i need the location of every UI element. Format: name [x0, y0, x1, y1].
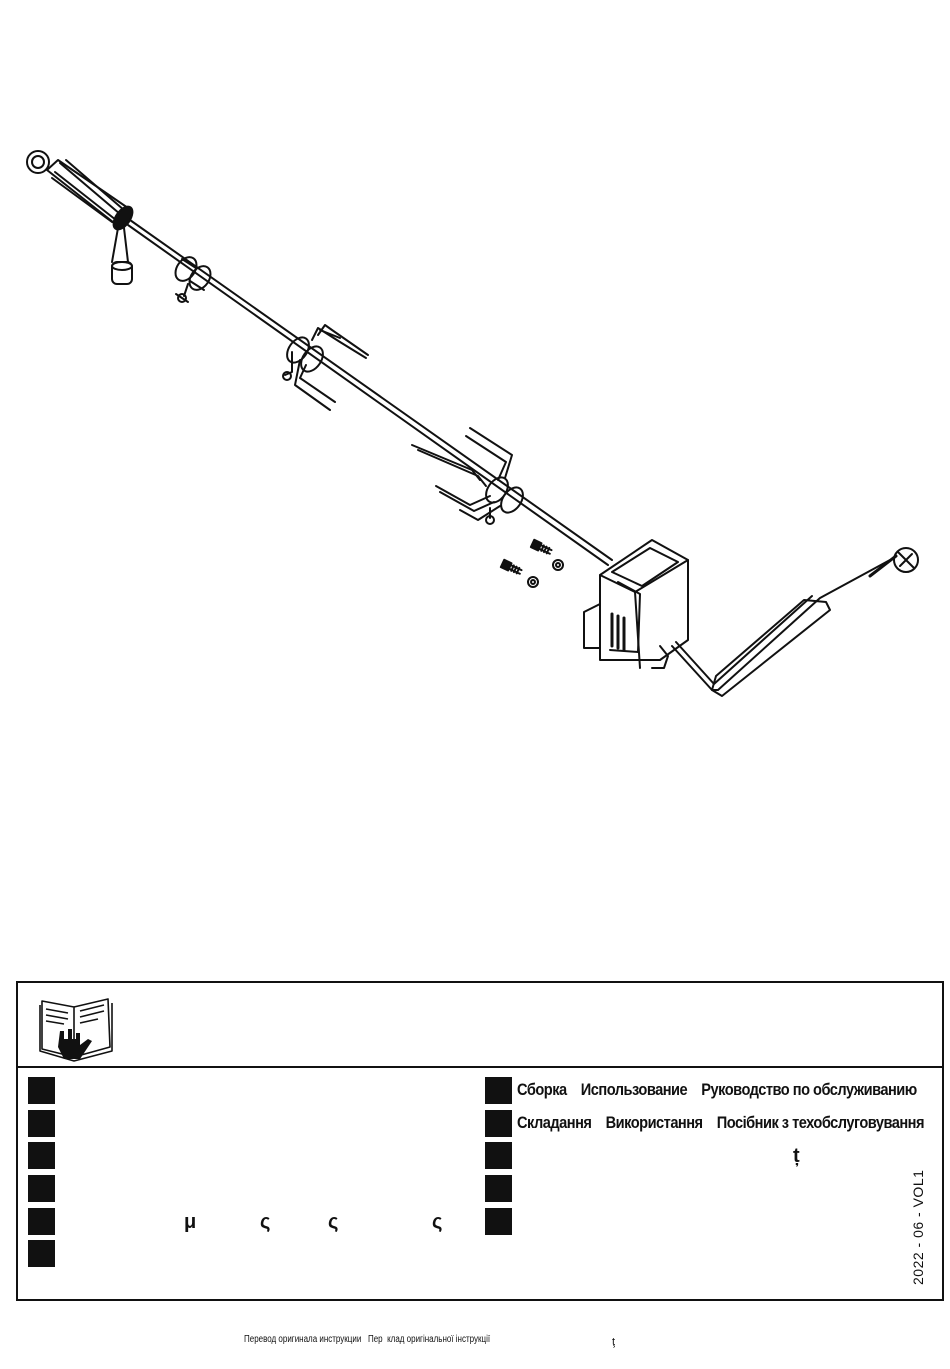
language-square-right-1 [485, 1077, 512, 1104]
manual-info-box [16, 981, 944, 1301]
glyph-left-row5-2: ς [260, 1211, 271, 1233]
ru-assembly: Сборка [517, 1080, 567, 1099]
power-cord [672, 548, 918, 696]
glyph-left-row5-4: ς [432, 1211, 443, 1233]
manual-book-with-hand-icon [38, 993, 116, 1063]
glyph-left-row5-3: ς [328, 1211, 339, 1233]
date-code: 2022 - 06 - VOL1 [910, 1169, 926, 1285]
language-square-left-6 [28, 1240, 55, 1267]
footer-trailing-glyph: ţ [612, 1336, 616, 1348]
info-box-header [18, 983, 942, 1068]
ru-maintenance: Руководство по обслуживанию [701, 1080, 917, 1099]
language-square-right-4 [485, 1175, 512, 1202]
language-square-left-3 [28, 1142, 55, 1169]
uk-assembly: Складання [517, 1113, 592, 1132]
footer-uk-translation-a: Пер [367, 1334, 383, 1345]
row-uk [517, 1113, 924, 1133]
screws-and-washers [501, 540, 563, 587]
footer-ru-translation: Перевод оригинала инструкции [244, 1334, 362, 1345]
hanging-nut [112, 228, 132, 284]
language-square-left-2 [28, 1110, 55, 1137]
footer-uk-translation-b: клад оригінальної інструкції [387, 1334, 491, 1345]
fork-2 [412, 428, 527, 524]
spit-rod [128, 220, 612, 565]
language-square-left-4 [28, 1175, 55, 1202]
language-square-right-2 [485, 1110, 512, 1137]
spit-handle [27, 151, 136, 233]
translation-footer [244, 1334, 490, 1345]
language-square-left-5 [28, 1208, 55, 1235]
language-square-left-1 [28, 1077, 55, 1104]
glyph-right-row3: ț [793, 1145, 800, 1167]
row-ru [517, 1080, 917, 1100]
uk-maintenance: Посібник з техобслуговування [716, 1113, 925, 1132]
ru-use: Использование [580, 1080, 688, 1099]
glyph-left-row5-1: μ [184, 1211, 197, 1233]
language-square-right-5 [485, 1208, 512, 1235]
language-square-right-3 [485, 1142, 512, 1169]
uk-use: Використання [605, 1113, 703, 1132]
